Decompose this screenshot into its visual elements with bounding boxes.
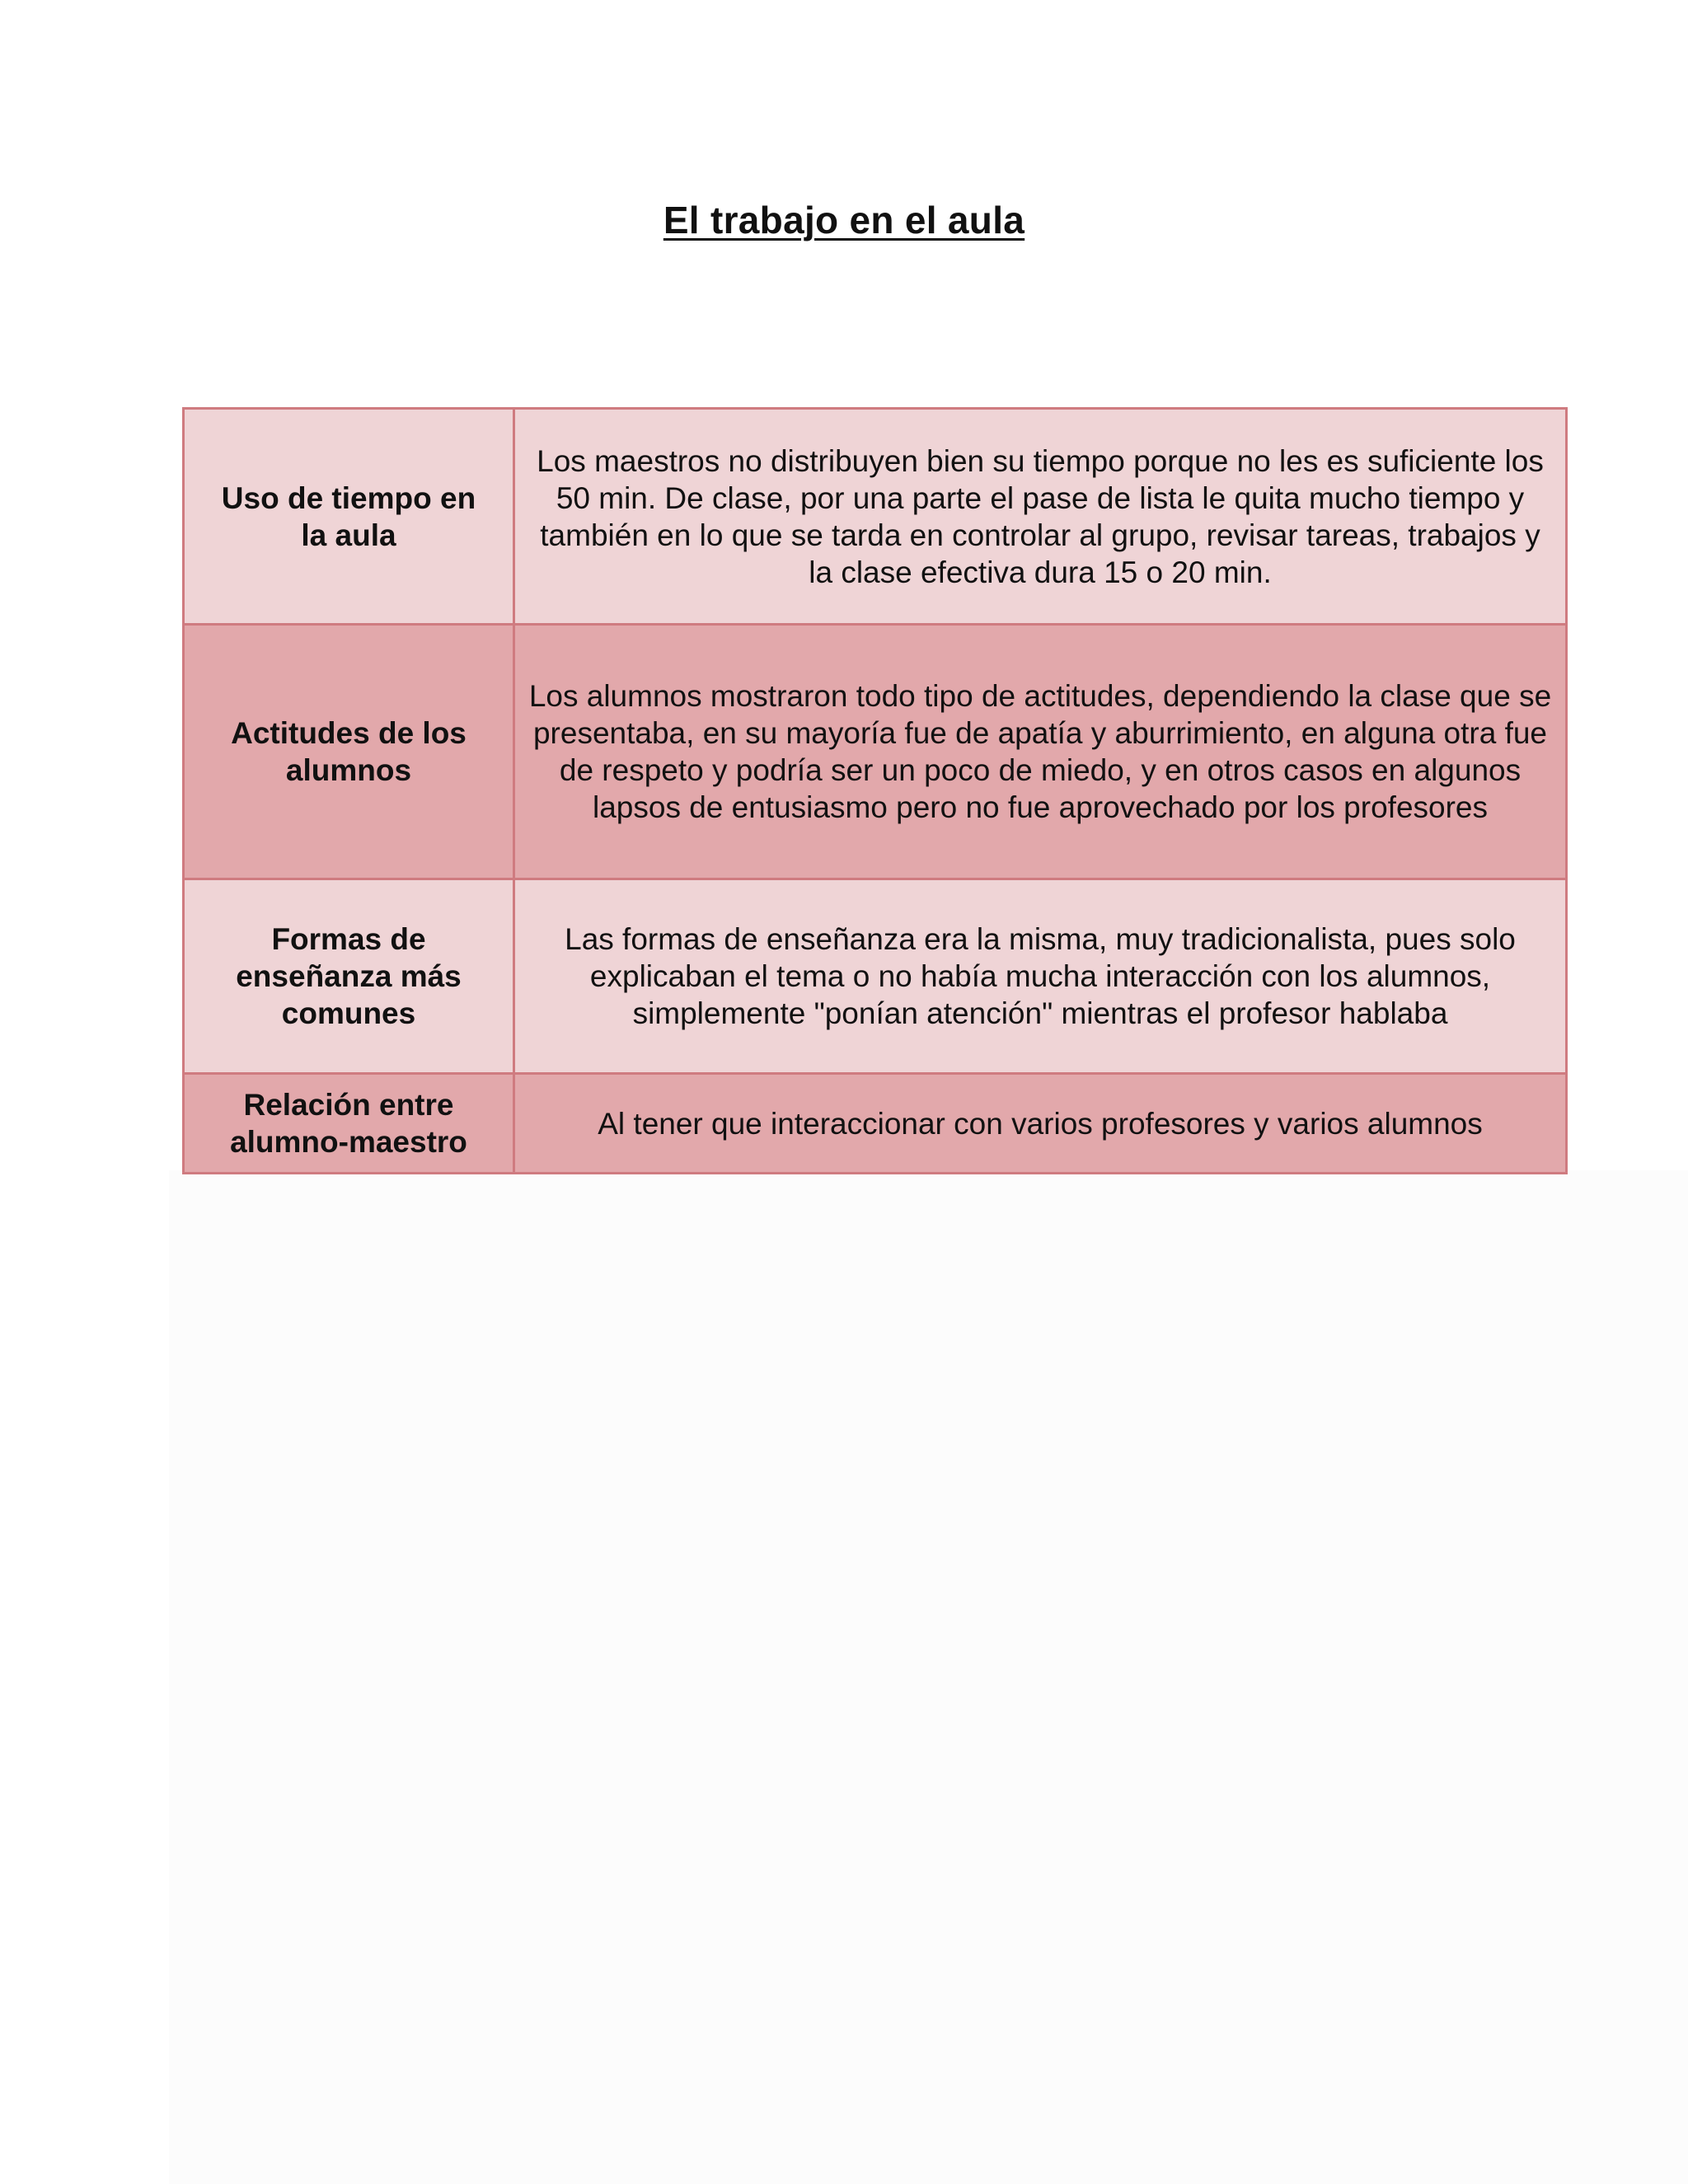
row-label: Uso de tiempo en la aula <box>184 409 514 625</box>
table-row <box>184 1074 1567 1174</box>
row-text: Los alumnos mostraron todo tipo de actitudes, dependiendo la clase que se presentaba, en su mayoría fue de apatía y aburrimiento, en alguna otra fue de respeto y podría ser un poco de miedo, y en otros casos en algunos lapsos de entusiasmo pero no fue aprovechado por los profesores <box>514 625 1567 879</box>
table-row <box>184 879 1567 1074</box>
summary-table <box>182 407 1568 1174</box>
row-text: Los maestros no distribuyen bien su tiempo porque no les es suficiente los 50 min. De clase, por una parte el pase de lista le quita mucho tiempo y también en lo que se tarda en controlar al grupo, revisar tareas, trabajos y la clase efectiva dura 15 o 20 min. <box>514 409 1567 625</box>
document-title: El trabajo en el aula <box>663 199 1025 241</box>
table-row <box>184 625 1567 879</box>
row-label: Relación entre alumno-maestro <box>184 1074 514 1174</box>
row-label: Formas de enseñanza más comunes <box>184 879 514 1074</box>
scan-shading <box>169 1170 1688 2184</box>
table-row <box>184 409 1567 625</box>
row-label: Actitudes de los alumnos <box>184 625 514 879</box>
row-text: Las formas de enseñanza era la misma, muy tradicionalista, pues solo explicaban el tema o no había mucha interacción con los alumnos, simplemente "ponían atención" mientras el profesor hablaba <box>514 879 1567 1074</box>
row-text: Al tener que interaccionar con varios profesores y varios alumnos <box>514 1074 1567 1174</box>
